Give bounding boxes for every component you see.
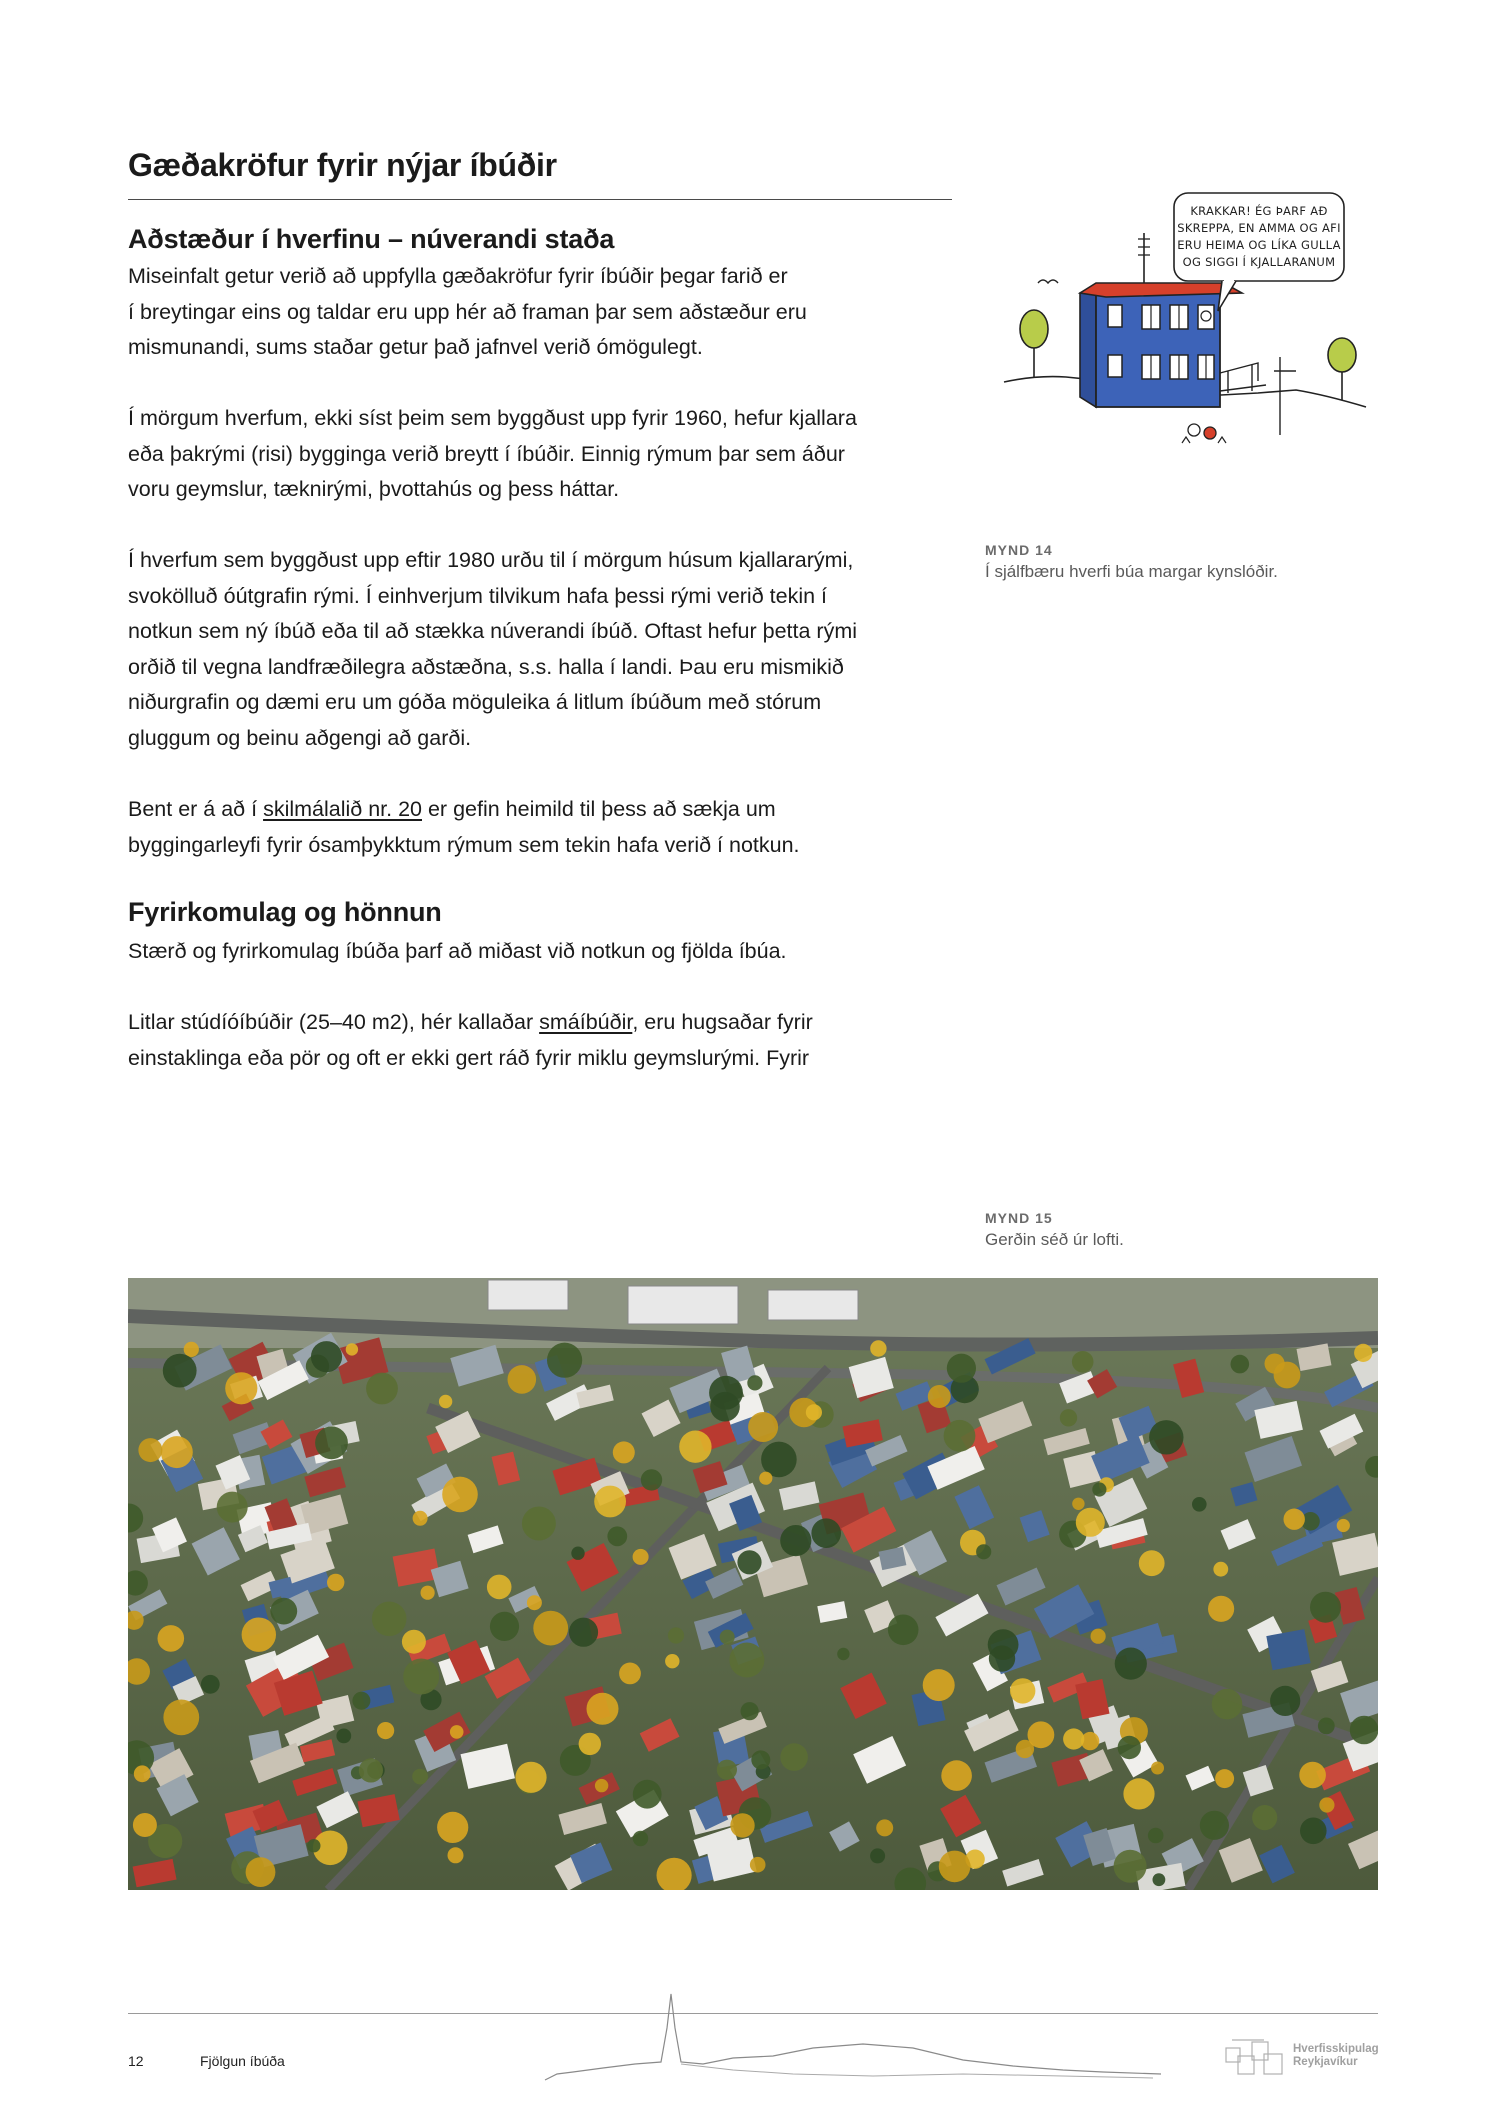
tree [1076,1508,1105,1537]
tree [1091,1629,1106,1644]
text-line: Miseinfalt getur verið að uppfylla gæðakröfur fyrir íbúðir þegar farið er [128,264,788,288]
tree [1208,1596,1234,1622]
tree [134,1765,151,1782]
tree [571,1547,584,1560]
tree [346,1343,358,1355]
tree [315,1426,348,1459]
tree [1284,1509,1305,1530]
tree [1153,1873,1166,1886]
tree [508,1365,537,1394]
section-heading-layout-design: Fyrirkomulag og hönnun [128,897,442,927]
figure-15-caption [985,1210,1365,1250]
tree [928,1385,951,1408]
tree [607,1526,627,1546]
tree [311,1341,342,1372]
tree [717,1760,737,1780]
skyline-outline-graphic [543,1988,1163,2084]
tree [327,1574,344,1591]
logo-icon [1224,2036,1288,2078]
tree [837,1648,849,1660]
figure-label: MYND 14 [985,542,1053,558]
text-segment: er gefin heimild til þess að sækja um [422,797,776,821]
tree [730,1813,754,1837]
tree [748,1412,778,1442]
tree [163,1700,199,1736]
page-number: 12 [128,2053,144,2069]
text-line: Í mörgum hverfum, ekki síst þeim sem byggðust upp fyrir 1960, hefur kjallara [128,406,857,430]
tree [352,1692,370,1710]
text-segment: Litlar stúdíóíbúðir (25–40 m2), hér kallaðar [128,1010,540,1034]
tree [944,1420,976,1452]
tree [412,1769,428,1785]
brand-line: Hverfisskipulag [1293,2043,1379,2055]
tree [1028,1721,1055,1748]
tree [594,1486,626,1518]
text-line: Í hverfum sem byggðust upp eftir 1980 urðu til í mörgum húsum kjallararými, [128,548,854,572]
speech-text-line: ERU HEIMA OG LÍKA GULLA [1177,238,1341,252]
tree [366,1373,398,1405]
tree [527,1595,542,1610]
tree [1192,1497,1207,1512]
tree [403,1659,439,1695]
tree [569,1618,598,1647]
tree [641,1469,662,1490]
tree [613,1441,635,1463]
house-roof [1266,1629,1310,1670]
tree [633,1831,648,1846]
small-apartments-link[interactable]: smáíbúðir [539,1010,633,1034]
tree [1072,1351,1094,1373]
tree [941,1760,972,1791]
tree [515,1762,546,1793]
text-line: mismunandi, sums staðar getur það jafnvel verið ómögulegt. [128,335,703,359]
tree [133,1813,157,1837]
figure-label: MYND 15 [985,1210,1053,1226]
tree [679,1431,711,1463]
clothesline-icon [1274,357,1296,435]
text-line: gluggum og beinu aðgengi að garði. [128,725,472,750]
tree [1063,1728,1084,1749]
text-line: niðurgrafin og dæmi eru um góða möguleika á litlum íbúðum með stórum [128,690,822,714]
brand-line: Reykjavíkur [1293,2056,1358,2068]
tree [870,1848,885,1863]
tree [1213,1562,1228,1577]
tree [487,1575,512,1600]
tree [1318,1718,1335,1735]
figure-caption-text: Í sjálfbæru hverfi búa margar kynslóðir. [985,562,1278,581]
text-line: notkun sem ný íbúð eða til að stækka núverandi íbúð. Oftast hefur þetta rými [128,619,858,643]
tree [1151,1762,1164,1775]
tree [595,1779,608,1792]
text-line: voru geymslur, tæknirými, þvottahús og þess háttar. [128,477,620,501]
figure-14-caption [985,542,1365,582]
text-line: eða þakrými (risi) bygginga verið breytt í íbúðir. Einnig rýmum þar sem áður [128,441,845,466]
tree [1118,1736,1141,1759]
clause-20-link[interactable]: skilmálalið nr. 20 [263,797,422,821]
tree [1072,1498,1084,1510]
figure-caption-text: Gerðin séð úr lofti. [985,1230,1124,1249]
tree [741,1702,759,1720]
tree [1299,1762,1326,1789]
tree [547,1343,582,1378]
tree [336,1729,351,1744]
tree [939,1851,971,1883]
paragraph-4 [128,792,928,863]
tree [1010,1678,1035,1703]
bird-icon [1038,280,1058,283]
tree [138,1438,162,1462]
tree [1115,1648,1147,1680]
tree [163,1354,197,1388]
tree [1274,1362,1301,1389]
tree [1148,1828,1164,1844]
tree [1231,1355,1250,1374]
tree [587,1693,619,1725]
tree [184,1342,199,1357]
tree [450,1725,464,1739]
tree [158,1625,185,1652]
tree [751,1750,770,1769]
tree [522,1507,556,1541]
tree [923,1669,955,1701]
tree [359,1758,383,1782]
tree [729,1643,764,1678]
text-line: orðið til vegna landfræðilegra aðstæðna, s.s. halla í landi. Þau eru mismikið [128,654,844,679]
tree [1354,1344,1372,1362]
tree [579,1733,601,1755]
tree [201,1675,220,1694]
tree [490,1612,519,1641]
house-cartoon-illustration [996,185,1382,460]
tree [161,1436,193,1468]
tree [750,1857,766,1873]
tree [668,1627,684,1643]
tree [870,1340,886,1356]
tree [421,1586,435,1600]
tree [246,1857,276,1887]
tree [402,1630,426,1654]
section-heading-current-state: Aðstæður í hverfinu – núverandi staða [128,224,615,254]
text-segment: , eru hugsaðar fyrir [632,1010,813,1034]
tree [439,1395,452,1408]
tree [270,1598,297,1625]
tree [1270,1686,1300,1716]
tree [442,1477,478,1513]
tree [737,1550,761,1574]
footer-section-name: Fjölgun íbúða [200,2053,285,2069]
tree [665,1654,679,1668]
tree [1060,1409,1077,1426]
tree [448,1847,464,1863]
tree [1092,1482,1106,1496]
tree [806,1404,822,1420]
speech-text-line: KRAKKAR! ÉG ÞARF AÐ [1190,204,1328,218]
tree [976,1544,991,1559]
text-line: svokölluð óútgrafin rými. Í einhverjum tilvikum hafa þessi rými verið tekin í [128,583,828,608]
text-line: einstaklinga eða pör og oft er ekki gert ráð fyrir miklu geymslurými. Fyrir [128,1045,810,1070]
tree [1212,1689,1243,1720]
tree [1123,1778,1154,1809]
tree [225,1372,257,1404]
aerial-neighborhood-photo [128,1278,1378,1890]
tree [1350,1716,1378,1745]
tree [1300,1818,1327,1845]
tree [1310,1592,1341,1623]
tree-icon [1328,338,1356,372]
porch [1220,363,1266,393]
tree [1200,1811,1229,1840]
speech-text-line: SKREPPA, EN AMMA OG AFI [1177,221,1341,235]
tree [876,1819,893,1836]
paragraph-6 [128,1005,928,1076]
tree [780,1525,811,1556]
tree [633,1780,662,1809]
tree [377,1722,394,1739]
paragraph-3 [128,543,928,756]
tree [1139,1550,1165,1576]
tree [217,1492,248,1523]
tree [720,1630,735,1645]
tree [1215,1769,1234,1788]
title-divider [128,199,952,200]
tree [619,1663,641,1685]
speech-text-line: OG SIGGI Í KJALLARANUM [1182,255,1336,269]
tree [437,1812,468,1843]
tree [710,1392,740,1422]
page-title: Gæðakröfur fyrir nýjar íbúðir [128,147,557,183]
tree [372,1602,407,1637]
tree [1337,1519,1350,1532]
tree [413,1511,428,1526]
tree [533,1611,568,1646]
paragraph-5 [128,934,928,970]
tree [1149,1420,1183,1454]
paragraph-2 [128,401,928,508]
text-segment: Bent er á að í [128,797,264,821]
tree [947,1354,976,1383]
tree [1319,1797,1334,1812]
text-line: Stærð og fyrirkomulag íbúða þarf að miðast við notkun og fjölda íbúa. [128,939,787,963]
child-icon [1204,427,1216,439]
tree [759,1472,772,1485]
tree [888,1615,919,1646]
tree-icon [1020,310,1048,348]
tree [633,1549,649,1565]
tree [242,1618,276,1652]
child-icon [1188,424,1200,436]
tree [988,1629,1019,1660]
footer-brand [1293,2043,1379,2069]
tree [747,1375,762,1390]
tree [1114,1850,1147,1883]
tree [1252,1805,1277,1830]
text-line: byggingarleyfi fyrir ósamþykktum rýmum sem tekin hafa verið í notkun. [128,832,800,857]
paragraph-1 [128,259,928,366]
text-line: í breytingar eins og taldar eru upp hér að framan þar sem aðstæður eru [128,299,807,324]
tree [780,1743,808,1771]
tree [307,1839,320,1852]
person-icon [1201,311,1211,321]
tree [811,1518,841,1548]
aerial-photo-graphic [128,1278,1378,1890]
